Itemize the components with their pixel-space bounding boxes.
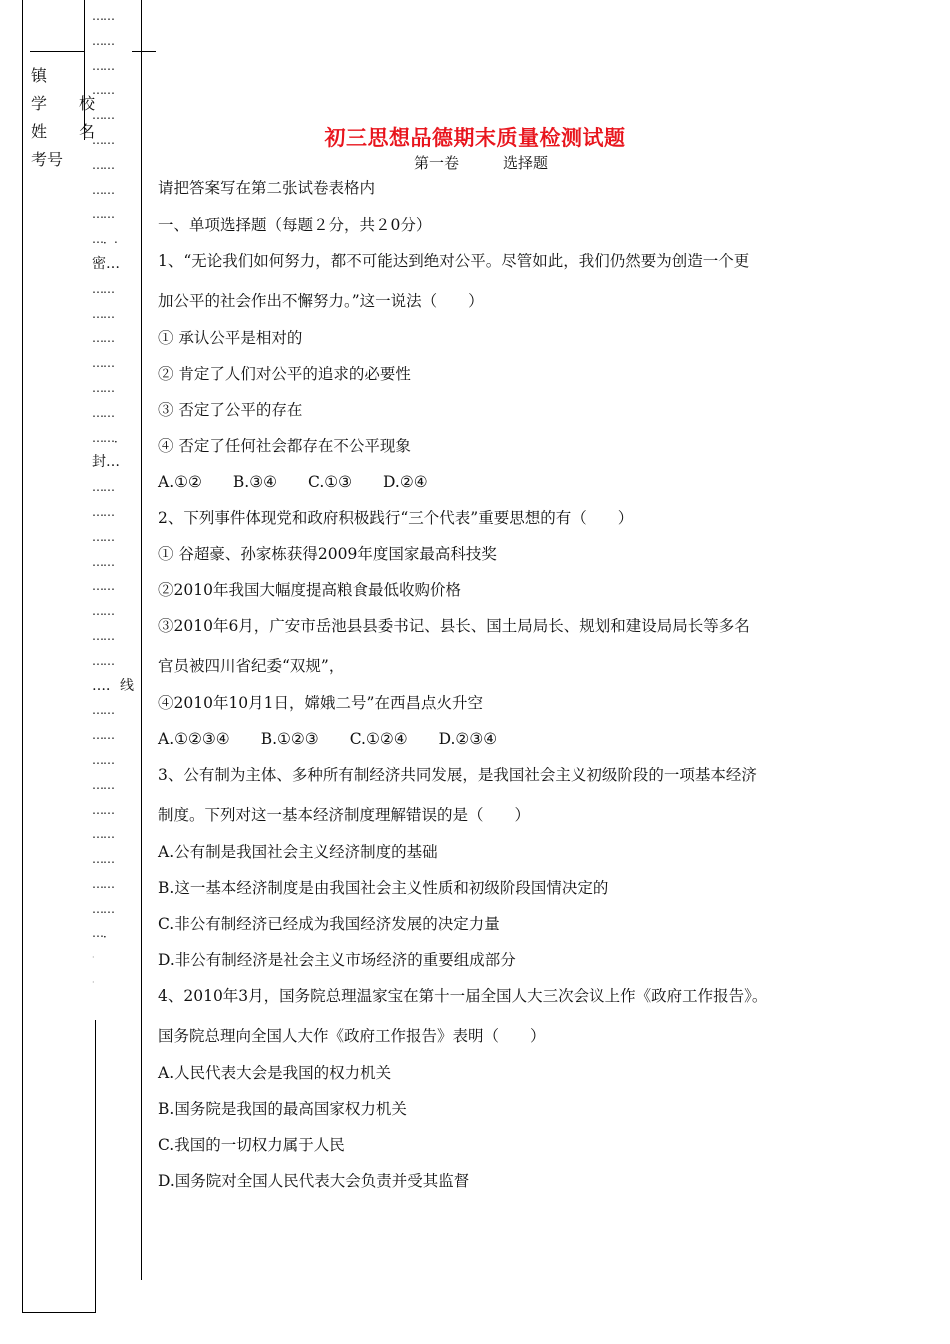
seal-dot-row: …… [92,83,114,98]
seal-dot-row: …… [92,653,114,668]
seal-dot-row: …… [92,554,114,569]
content-line: A.公有制是我国社会主义经济制度的基础 [158,843,438,861]
content-line: 请把答案写在第二张试卷表格内 [158,179,376,197]
content-line: B.国务院是我国的最高国家权力机关 [158,1100,407,1118]
seal-dot-row: …． [92,926,115,941]
content-line: 国务院总理向全国人大作《政府工作报告》表明（ ） [158,1027,546,1045]
seal-dot-row: …… [92,876,114,891]
margin-bottom-border [22,1312,96,1313]
seal-dot-row: …… [92,182,114,197]
seal-dot-row: …… [92,132,114,147]
seal-dot-row: …… [92,504,114,519]
seal-dot-row: …… [92,9,114,23]
seal-dot-row: …… [92,579,114,594]
content-line: ④ 否定了任何社会都存在不公平现象 [158,437,411,455]
content-line: ③ 否定了公平的存在 [158,401,303,419]
seal-dot-row: ……． [92,430,126,445]
seal-dot-row: …… [92,802,114,817]
content-line: ④2010年10月1日，嫦娥二号”在西昌点火升空 [158,694,483,712]
margin-left-border [22,0,23,1312]
seal-dot-row: · [92,953,94,963]
content-line: 官员被四川省纪委“双规”， [158,657,345,675]
seal-dot-row: 封… [92,454,120,471]
seal-dot-row: …… [92,529,114,544]
content-line: ② 肯定了人们对公平的追求的必要性 [158,365,411,383]
content-line: A.①②③④ B.①②③ C.①②④ D.②③④ [158,730,498,748]
exam-number-label: 考号 [31,150,64,169]
content-line: B.这一基本经济制度是由我国社会主义性质和初级阶段国情决定的 [158,879,609,897]
content-line: 2、下列事件体现党和政府积极践行“三个代表”重要思想的有（ ） [158,509,634,527]
seal-dot-row: …… [92,33,114,48]
seal-dot-row: …．. [92,232,117,247]
seal-dot-row: …… [92,306,114,321]
content-line: ②2010年我国大幅度提高粮食最低收购价格 [158,581,461,599]
seal-dotted-column [92,4,136,996]
top-rule-left [30,51,84,52]
seal-dot-row: …．线 [92,677,134,694]
content-line: 3、公有制为主体、多种所有制经济共同发展，是我国社会主义初级阶段的一项基本经济 [158,766,757,784]
seal-dot-row: …… [92,207,114,222]
content-line: 制度。下列对这一基本经济制度理解错误的是（ ） [158,806,531,824]
content-line: 4、2010年3月，国务院总理温家宝在第十一届全国人大三次会议上作《政府工作报告》。 [158,987,768,1005]
seal-dot-row: …… [92,331,114,346]
content-line: D.非公有制经济是社会主义市场经济的重要组成部分 [158,951,516,969]
seal-dot-row: …… [92,380,114,395]
content-line: ① 谷超豪、孙家栋获得2009年度国家最高科技奖 [158,545,497,563]
content-line: 一、单项选择题（每题２分，共２0分） [158,216,432,234]
section-subtitle [414,152,592,173]
town-label: 镇 [31,66,48,85]
margin-inner-border [95,1020,96,1312]
seal-dot-row: …… [92,108,114,123]
seal-dot-row: …… [92,827,114,842]
seal-dot-row: …… [92,356,114,371]
name-label: 姓 名 [31,122,96,141]
binding-line-upper [84,0,85,140]
seal-dot-row: …… [92,901,114,916]
seal-dot-row: …… [92,480,114,495]
seal-dot-row: …… [92,728,114,743]
seal-dot-row: …… [92,281,114,296]
question-type-label: 选择题 [503,154,549,172]
content-line: D.国务院对全国人民代表大会负责并受其监督 [158,1172,470,1190]
content-line: 加公平的社会作出不懈努力。”这一说法（ ） [158,292,484,310]
page-title: 初三思想品德期末质量检测试题 [324,125,626,150]
seal-dot-row: · [92,978,94,988]
content-line: C.我国的一切权力属于人民 [158,1136,345,1154]
seal-dot-row: …… [92,405,114,420]
seal-dot-row: …… [92,628,114,643]
seal-dot-row: …… [92,703,114,718]
seal-dot-row: …… [92,777,114,792]
binding-line-main [141,0,142,1280]
part-label: 第一卷 [414,154,460,172]
seal-dot-row: 密… [92,255,120,272]
content-line: A.①② B.③④ C.①③ D.②④ [158,473,428,491]
seal-dot-row: …… [92,852,114,867]
content-line: A.人民代表大会是我国的权力机关 [158,1064,392,1082]
school-label: 学 校 [31,94,96,113]
content-line: ① 承认公平是相对的 [158,329,303,347]
seal-dot-row: …… [92,604,114,619]
seal-dot-row: …… [92,58,114,73]
seal-dot-row: …… [92,157,114,172]
content-line: C.非公有制经济已经成为我国经济发展的决定力量 [158,915,500,933]
seal-dot-row: …… [92,752,114,767]
content-line: ③2010年6月，广安市岳池县县委书记、县长、国土局局长、规划和建设局局长等多名 [158,617,750,635]
content-line: 1、“无论我们如何努力，都不可能达到绝对公平。尽管如此，我们仍然要为创造一个更 [158,252,750,270]
